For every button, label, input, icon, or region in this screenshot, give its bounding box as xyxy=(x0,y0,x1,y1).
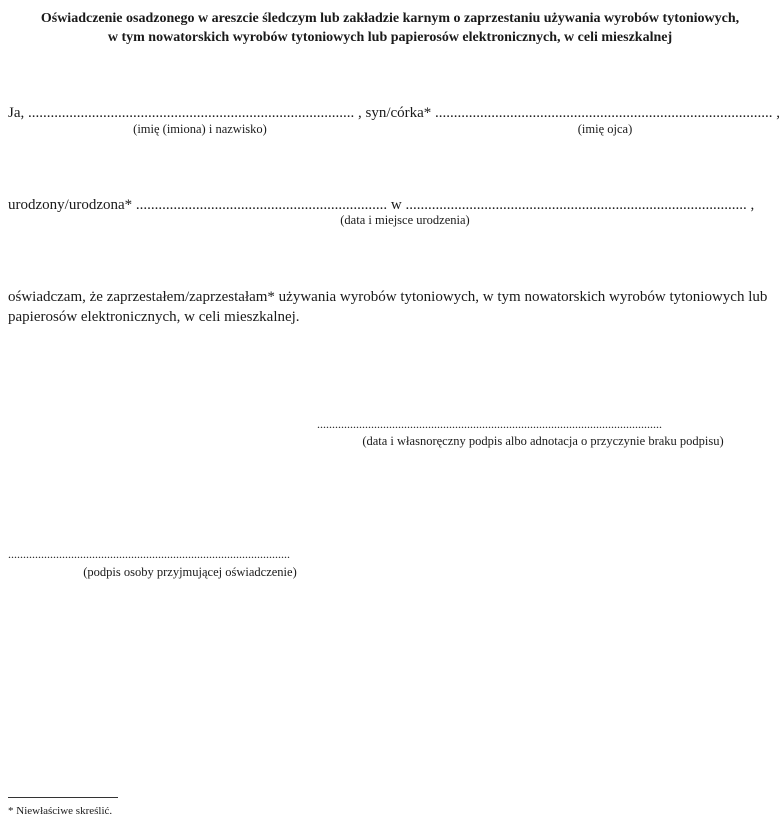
statement-text: oświadczam, że zaprzestałem/zaprzestałam* używania wyrobów tytoniowych, w tym nowatorskich wyrobów tytoniowych lub papierosów elektronicznych, w celi mieszkalnej. xyxy=(8,289,768,325)
title-line-1: Oświadczenie osadzonego w areszcie śledczym lub zakładzie karnym o zaprzestaniu używania wyrobów tytoniowych, xyxy=(40,11,740,26)
birth-caption: (data i miejsce urodzenia) xyxy=(340,213,470,227)
document-title xyxy=(0,9,780,47)
declarant-signature-caption: (data i własnoręczny podpis albo adnotacja o przyczynie braku podpisu) xyxy=(362,434,724,448)
footnote: * Niewłaściwe skreślić. xyxy=(8,805,113,817)
footnote-rule xyxy=(8,797,118,798)
declarant-signature-dots: ................................................................................................................... xyxy=(317,417,662,431)
name-parent-line: Ja, ....................................................................................... , syn/córka* .......................................................................................... , xyxy=(8,105,780,121)
father-name-caption: (imię ojca) xyxy=(577,122,633,136)
birth-line: urodzony/urodzona* ................................................................... w ........................................................................................... , xyxy=(8,197,755,213)
title-line-2: w tym nowatorskich wyrobów tytoniowych lub papierosów elektronicznych, w celi mieszkalnej xyxy=(107,30,673,45)
receiver-signature-caption: (podpis osoby przyjmującej oświadczenie) xyxy=(83,565,297,579)
name-caption: (imię (imiona) i nazwisko) xyxy=(133,122,267,136)
receiver-signature-dots: .............................................................................................. xyxy=(8,547,290,561)
